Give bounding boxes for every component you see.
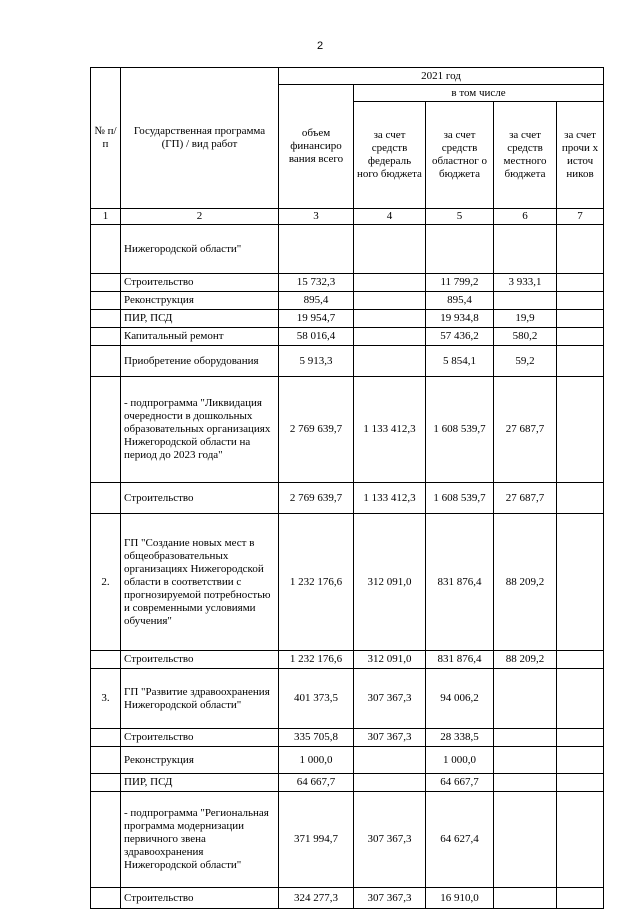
- row-number: [91, 792, 121, 888]
- amount-total: 371 994,7: [279, 792, 354, 888]
- amount-regional: 64 667,7: [426, 774, 494, 792]
- amount-regional: 11 799,2: [426, 274, 494, 292]
- amount-regional: 1 608 539,7: [426, 483, 494, 514]
- header-including: в том числе: [354, 85, 604, 102]
- amount-other: [557, 274, 604, 292]
- amount-total: [279, 225, 354, 274]
- row-number: [91, 729, 121, 747]
- amount-federal: [354, 346, 426, 377]
- amount-other: [557, 651, 604, 669]
- amount-regional: 64 627,4: [426, 792, 494, 888]
- amount-federal: [354, 774, 426, 792]
- row-number: [91, 274, 121, 292]
- amount-total: 324 277,3: [279, 888, 354, 909]
- header-program: Государственная программа (ГП) / вид работ: [121, 68, 279, 209]
- amount-federal: [354, 225, 426, 274]
- header-regional: за счет средств областног о бюджета: [426, 102, 494, 209]
- header-federal: за счет средств федераль ного бюджета: [354, 102, 426, 209]
- program-name: Строительство: [121, 651, 279, 669]
- program-name: Нижегородской области": [121, 225, 279, 274]
- header-row-year: [91, 68, 604, 85]
- table-row: [91, 888, 604, 909]
- table-row: [91, 346, 604, 377]
- column-index: 5: [426, 209, 494, 225]
- row-number: [91, 377, 121, 483]
- amount-regional: 94 006,2: [426, 669, 494, 729]
- amount-federal: 307 367,3: [354, 792, 426, 888]
- amount-total: 401 373,5: [279, 669, 354, 729]
- row-number: 3.: [91, 669, 121, 729]
- row-number: [91, 292, 121, 310]
- column-index: 1: [91, 209, 121, 225]
- table-row: [91, 774, 604, 792]
- amount-total: 19 954,7: [279, 310, 354, 328]
- column-index: 6: [494, 209, 557, 225]
- amount-local: 27 687,7: [494, 483, 557, 514]
- amount-local: 88 209,2: [494, 651, 557, 669]
- header-total: объем финансиро вания всего: [279, 85, 354, 209]
- amount-total: 5 913,3: [279, 346, 354, 377]
- amount-other: [557, 729, 604, 747]
- amount-federal: [354, 292, 426, 310]
- header-year: 2021 год: [279, 68, 604, 85]
- page-number: 2: [316, 40, 324, 52]
- row-number: [91, 310, 121, 328]
- amount-other: [557, 514, 604, 651]
- amount-other: [557, 747, 604, 774]
- amount-other: [557, 483, 604, 514]
- program-name: - подпрограмма "Региональная программа модернизации первичного звена здравоохранения Нижегородской области": [121, 792, 279, 888]
- column-index: 2: [121, 209, 279, 225]
- row-number: [91, 888, 121, 909]
- amount-other: [557, 328, 604, 346]
- row-number: [91, 225, 121, 274]
- program-name: - подпрограмма "Ликвидация очередности в дошкольных образовательных организациях Нижегородской области на период до 2023 года": [121, 377, 279, 483]
- table-row: [91, 514, 604, 651]
- program-name: ГП "Развитие здравоохранения Нижегородской области": [121, 669, 279, 729]
- header-local: за счет средств местного бюджета: [494, 102, 557, 209]
- amount-other: [557, 310, 604, 328]
- amount-local: 27 687,7: [494, 377, 557, 483]
- amount-local: [494, 669, 557, 729]
- table-row: [91, 377, 604, 483]
- amount-regional: 895,4: [426, 292, 494, 310]
- header-number: № п/п: [91, 68, 121, 209]
- table-row: [91, 747, 604, 774]
- amount-other: [557, 888, 604, 909]
- amount-regional: 831 876,4: [426, 514, 494, 651]
- column-index-row: [91, 209, 604, 225]
- program-name: Реконструкция: [121, 292, 279, 310]
- program-name: Капитальный ремонт: [121, 328, 279, 346]
- amount-other: [557, 669, 604, 729]
- amount-local: 59,2: [494, 346, 557, 377]
- amount-total: 335 705,8: [279, 729, 354, 747]
- amount-regional: 1 000,0: [426, 747, 494, 774]
- budget-table: [90, 67, 604, 909]
- amount-local: 580,2: [494, 328, 557, 346]
- program-name: Строительство: [121, 888, 279, 909]
- table-row: [91, 729, 604, 747]
- amount-federal: 1 133 412,3: [354, 377, 426, 483]
- amount-local: [494, 792, 557, 888]
- amount-total: 2 769 639,7: [279, 377, 354, 483]
- row-number: [91, 651, 121, 669]
- amount-local: [494, 729, 557, 747]
- table-row: [91, 483, 604, 514]
- column-index: 7: [557, 209, 604, 225]
- amount-total: 58 016,4: [279, 328, 354, 346]
- amount-other: [557, 292, 604, 310]
- amount-federal: 307 367,3: [354, 729, 426, 747]
- amount-total: 895,4: [279, 292, 354, 310]
- program-name: Строительство: [121, 274, 279, 292]
- amount-regional: 831 876,4: [426, 651, 494, 669]
- amount-local: [494, 774, 557, 792]
- amount-federal: 307 367,3: [354, 888, 426, 909]
- table-row: [91, 792, 604, 888]
- row-number: [91, 747, 121, 774]
- table-row: [91, 274, 604, 292]
- program-name: Реконструкция: [121, 747, 279, 774]
- amount-local: 19,9: [494, 310, 557, 328]
- program-name: ПИР, ПСД: [121, 310, 279, 328]
- amount-local: [494, 292, 557, 310]
- amount-total: 1 232 176,6: [279, 651, 354, 669]
- program-name: Строительство: [121, 483, 279, 514]
- amount-federal: [354, 328, 426, 346]
- column-index: 4: [354, 209, 426, 225]
- table-row: [91, 310, 604, 328]
- amount-other: [557, 377, 604, 483]
- amount-other: [557, 346, 604, 377]
- table-row: [91, 225, 604, 274]
- amount-total: 2 769 639,7: [279, 483, 354, 514]
- amount-other: [557, 774, 604, 792]
- amount-total: 15 732,3: [279, 274, 354, 292]
- amount-regional: 16 910,0: [426, 888, 494, 909]
- amount-total: 64 667,7: [279, 774, 354, 792]
- program-name: Приобретение оборудования: [121, 346, 279, 377]
- amount-total: 1 232 176,6: [279, 514, 354, 651]
- amount-federal: [354, 274, 426, 292]
- column-index: 3: [279, 209, 354, 225]
- amount-local: 88 209,2: [494, 514, 557, 651]
- row-number: [91, 346, 121, 377]
- amount-federal: 312 091,0: [354, 514, 426, 651]
- amount-federal: 307 367,3: [354, 669, 426, 729]
- table-row: [91, 651, 604, 669]
- amount-federal: [354, 747, 426, 774]
- amount-regional: 28 338,5: [426, 729, 494, 747]
- amount-regional: 19 934,8: [426, 310, 494, 328]
- amount-other: [557, 225, 604, 274]
- program-name: Строительство: [121, 729, 279, 747]
- amount-total: 1 000,0: [279, 747, 354, 774]
- amount-other: [557, 792, 604, 888]
- row-number: [91, 483, 121, 514]
- amount-local: 3 933,1: [494, 274, 557, 292]
- amount-local: [494, 888, 557, 909]
- amount-regional: 5 854,1: [426, 346, 494, 377]
- row-number: 2.: [91, 514, 121, 651]
- amount-regional: [426, 225, 494, 274]
- amount-local: [494, 225, 557, 274]
- row-number: [91, 774, 121, 792]
- amount-federal: 1 133 412,3: [354, 483, 426, 514]
- program-name: ГП "Создание новых мест в общеобразовательных организациях Нижегородской области в соответствии с прогнозируемой потребностью и современными условиями обучения": [121, 514, 279, 651]
- table-row: [91, 328, 604, 346]
- amount-federal: [354, 310, 426, 328]
- amount-regional: 57 436,2: [426, 328, 494, 346]
- table-row: [91, 292, 604, 310]
- header-other: за счет прочи х источ ников: [557, 102, 604, 209]
- amount-local: [494, 747, 557, 774]
- amount-regional: 1 608 539,7: [426, 377, 494, 483]
- program-name: ПИР, ПСД: [121, 774, 279, 792]
- table-row: [91, 669, 604, 729]
- row-number: [91, 328, 121, 346]
- amount-federal: 312 091,0: [354, 651, 426, 669]
